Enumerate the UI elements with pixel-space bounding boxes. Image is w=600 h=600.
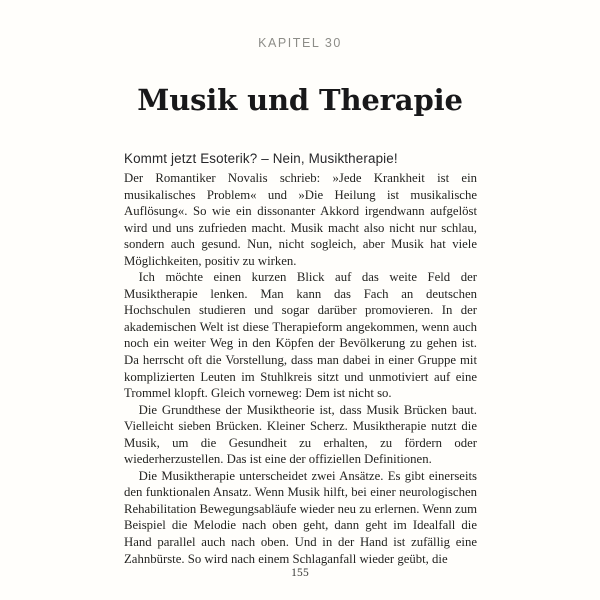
body-text-column [124, 170, 477, 567]
chapter-eyebrow: KAPITEL 30 [258, 36, 342, 50]
page-number: 155 [291, 567, 309, 579]
body-paragraph: Die Musiktherapie unterscheidet zwei Ansätze. Es gibt einerseits den funktionalen Ansatz. Wenn Musik hilft, bei einer neurologischen Rehabilitation Bewegungsabläufe wieder neu zu erlernen. Wenn zum Beispiel die Melodie nach oben geht, dann geht im Idealfall die Hand parallel auch nach oben. Und in der Hand ist zufällig eine Zahnbürste. So wird nach einem Schlaganfall wieder geübt, die [124, 468, 477, 566]
body-paragraph: Die Grundthese der Musiktheorie ist, dass Musik Brücken baut. Vielleicht sieben Brücken. Kleiner Scherz. Musiktherapie nutzt die Musik, um die Gesundheit zu erhalten, zu fördern oder wiederherzustellen. Das ist eine der offiziellen Definitionen. [124, 402, 477, 467]
body-paragraph: Ich möchte einen kurzen Blick auf das weite Feld der Musiktherapie lenken. Man kann das Fach an deutschen Hochschulen studieren und sogar darüber promovieren. In der akademischen Welt ist diese Therapieform angekommen, wenn auch noch ein weiter Weg in den Köpfen der Bevölkerung zu gehen ist. Da herrscht oft die Vorstellung, dass man dabei in einer Gruppe mit komplizierten Leuten im Stuhlkreis sitzt und unmotiviert auf eine Trommel klopft. Gleich vorneweg: Dem ist nicht so. [124, 270, 477, 401]
body-paragraph: Der Romantiker Novalis schrieb: »Jede Krankheit ist ein musikalisches Problem« und »Die Heilung ist musikalische Auflösung«. So wie ein dissonanter Akkord irgendwann aufgelöst wird und uns zufrieden macht. Musik macht also nicht nur schlau, sondern auch gesund. Nun, nicht sogleich, aber Musik hat viele Möglichkeiten, positiv zu wirken. [124, 171, 477, 268]
section-subtitle: Kommt jetzt Esoterik? – Nein, Musiktherapie! [124, 151, 398, 167]
page-title: Musik und Therapie [137, 83, 463, 118]
